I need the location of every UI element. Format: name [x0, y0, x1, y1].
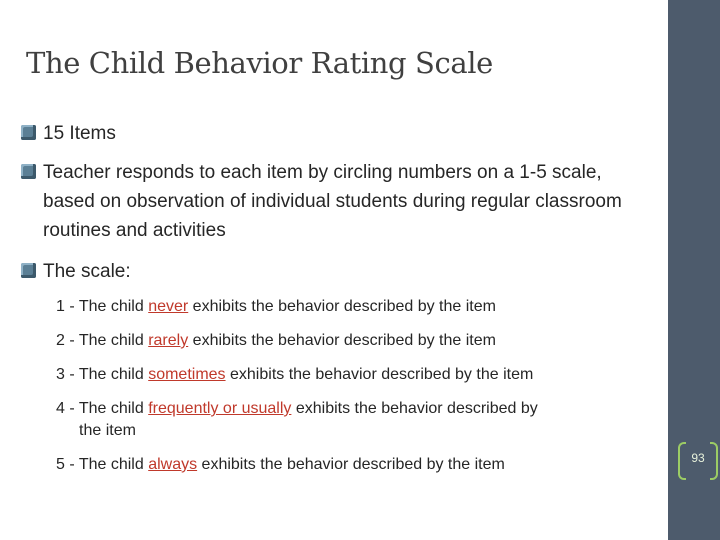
- scale-item-prefix: 4 - The child: [56, 400, 149, 417]
- scale-item-frequency: always: [148, 456, 198, 473]
- scale-item: [56, 330, 636, 352]
- bullet-item: [20, 257, 635, 286]
- scale-item-frequency: frequently or usually: [148, 400, 292, 417]
- scale-item-frequency: never: [148, 298, 189, 315]
- right-bracket-icon: [710, 442, 718, 480]
- scale-list: [56, 296, 636, 488]
- bullet-item: [20, 119, 635, 148]
- checkbox-bullet-icon: [21, 164, 36, 179]
- checkbox-bullet-icon: [21, 263, 36, 278]
- scale-item-prefix: 1 - The child: [56, 298, 149, 315]
- scale-item-frequency: sometimes: [148, 366, 226, 383]
- checkbox-bullet-icon: [21, 125, 36, 140]
- scale-item-frequency: rarely: [148, 332, 189, 349]
- page-number-badge: [678, 442, 718, 478]
- scale-item: [56, 454, 636, 476]
- page-number: 93: [691, 451, 705, 465]
- slide-title: The Child Behavior Rating Scale: [26, 46, 493, 80]
- bullet-text: 15 Items: [43, 123, 116, 144]
- scale-item-prefix: 2 - The child: [56, 332, 149, 349]
- scale-item-suffix: exhibits the behavior described by the item: [188, 332, 496, 349]
- scale-item-prefix: 5 - The child: [56, 456, 149, 473]
- scale-item: [56, 364, 636, 386]
- scale-item-suffix: exhibits the behavior described by the item: [225, 366, 534, 383]
- bullet-list: [20, 119, 635, 296]
- scale-item-prefix: 3 - The child: [56, 366, 149, 383]
- bullet-item: [20, 158, 635, 245]
- scale-item-continuation: the item: [79, 422, 136, 439]
- scale-item-suffix: exhibits the behavior described by the item: [197, 456, 505, 473]
- bullet-text: Teacher responds to each item by circling numbers on a 1-5 scale, based on observation of individual students during regular classroom routines and activities: [43, 162, 622, 241]
- scale-item-suffix: exhibits the behavior described by: [291, 400, 538, 417]
- scale-item: [56, 398, 636, 442]
- scale-item: [56, 296, 636, 318]
- scale-item-suffix: exhibits the behavior described by the item: [188, 298, 496, 315]
- bullet-text: The scale:: [43, 261, 131, 282]
